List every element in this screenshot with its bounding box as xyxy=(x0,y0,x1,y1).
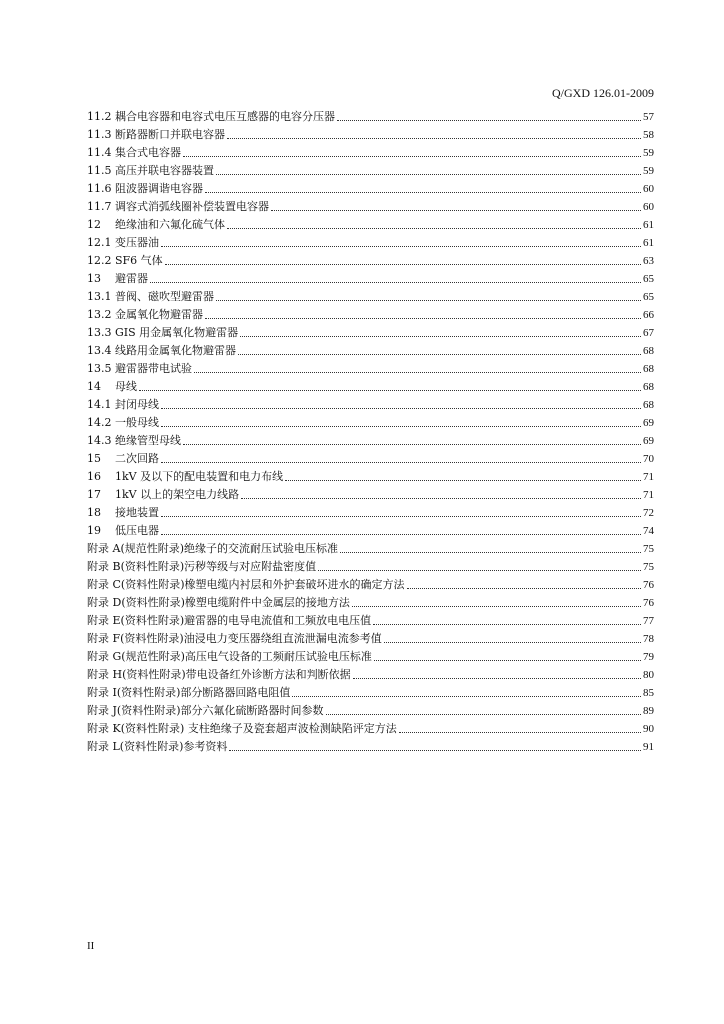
toc-entry-page: 76 xyxy=(643,579,654,591)
dot-leader xyxy=(205,318,641,319)
toc-entry-number: 13.2 xyxy=(87,308,112,321)
toc-entry-page: 71 xyxy=(643,489,654,501)
toc-entry-number: 12 xyxy=(87,218,101,231)
dot-leader xyxy=(240,336,641,337)
toc-entry-title: 调容式消弧线圈补偿装置电容器 xyxy=(115,200,269,213)
toc-entry[interactable] xyxy=(87,414,654,432)
toc-entry-title: 集合式电容器 xyxy=(115,146,181,159)
toc-entry-number: 13 xyxy=(87,272,101,285)
toc-entry-number: 11.6 xyxy=(87,182,112,195)
dot-leader xyxy=(399,732,641,733)
toc-entry[interactable] xyxy=(87,234,654,252)
toc-entry-page: 89 xyxy=(643,705,654,717)
toc-entry[interactable] xyxy=(87,648,654,666)
dot-leader xyxy=(165,264,641,265)
toc-entry-title: 线路用金属氧化物避雷器 xyxy=(115,344,236,357)
toc-entry[interactable] xyxy=(87,432,654,450)
toc-entry[interactable] xyxy=(87,126,654,144)
toc-entry-page: 72 xyxy=(643,507,654,519)
toc-entry-number: 14.1 xyxy=(87,398,112,411)
toc-entry-page: 65 xyxy=(643,291,654,303)
dot-leader xyxy=(352,606,641,607)
toc-entry-number: 17 xyxy=(87,488,101,501)
toc-entry-number: 12.2 xyxy=(87,254,112,267)
toc-entry-title: 普阀、磁吹型避雷器 xyxy=(115,290,214,303)
toc-entry-page: 60 xyxy=(643,183,654,195)
toc-entry-page: 90 xyxy=(643,723,654,735)
toc-entry-number: 14.2 xyxy=(87,416,112,429)
toc-entry[interactable] xyxy=(87,468,654,486)
toc-entry-title: 附录 L(资料性附录)参考资料 xyxy=(87,740,228,753)
toc-entry-page: 70 xyxy=(643,453,654,465)
toc-entry-title: 附录 C(资料性附录)橡塑电缆内衬层和外护套破坏进水的确定方法 xyxy=(87,578,405,591)
dot-leader xyxy=(161,534,641,535)
toc-entry-title: 附录 B(资料性附录)污秽等级与对应附盐密度值 xyxy=(87,560,317,573)
toc-entry-title: 附录 K(资料性附录) 支柱绝缘子及瓷套超声波检测缺陷评定方法 xyxy=(87,722,397,735)
toc-entry[interactable] xyxy=(87,396,654,414)
toc-entry[interactable] xyxy=(87,702,654,720)
dot-leader xyxy=(194,372,641,373)
toc-entry-page: 75 xyxy=(643,543,654,555)
toc-entry-title: 母线 xyxy=(115,380,137,393)
toc-entry-page: 63 xyxy=(643,255,654,267)
toc-entry-number: 14 xyxy=(87,380,101,393)
dot-leader xyxy=(229,750,641,751)
toc-entry-title: 低压电器 xyxy=(115,524,159,537)
dot-leader xyxy=(216,300,641,301)
toc-entry[interactable] xyxy=(87,288,654,306)
toc-entry-title: SF6 气体 xyxy=(115,254,163,267)
toc-entry-number: 11.3 xyxy=(87,128,112,141)
dot-leader xyxy=(285,480,641,481)
toc-entry[interactable] xyxy=(87,612,654,630)
dot-leader xyxy=(227,138,641,139)
toc-entry-title: 避雷器 xyxy=(115,272,148,285)
dot-leader xyxy=(205,192,641,193)
toc-entry-title: 1kV 及以下的配电装置和电力布线 xyxy=(115,470,284,483)
toc-entry[interactable] xyxy=(87,378,654,396)
table-of-contents xyxy=(87,108,654,756)
dot-leader xyxy=(340,552,641,553)
toc-entry-title: 附录 G(规范性附录)高压电气设备的工频耐压试验电压标准 xyxy=(87,650,372,663)
toc-entry[interactable] xyxy=(87,630,654,648)
dot-leader xyxy=(337,120,641,121)
toc-entry-page: 69 xyxy=(643,417,654,429)
toc-entry-page: 75 xyxy=(643,561,654,573)
dot-leader xyxy=(318,570,641,571)
toc-entry-title: 断路器断口并联电容器 xyxy=(115,128,225,141)
toc-entry[interactable] xyxy=(87,486,654,504)
dot-leader xyxy=(407,588,642,589)
dot-leader xyxy=(353,678,641,679)
toc-entry-page: 76 xyxy=(643,597,654,609)
toc-entry-number: 13.3 xyxy=(87,326,112,339)
toc-entry-page: 61 xyxy=(643,219,654,231)
toc-entry-number: 12.1 xyxy=(87,236,112,249)
toc-entry-page: 91 xyxy=(643,741,654,753)
toc-entry[interactable] xyxy=(87,540,654,558)
toc-entry-number: 11.5 xyxy=(87,164,112,177)
toc-entry-page: 68 xyxy=(643,381,654,393)
dot-leader xyxy=(161,462,641,463)
toc-entry-title: GIS 用金属氧化物避雷器 xyxy=(115,326,239,339)
toc-entry-page: 65 xyxy=(643,273,654,285)
toc-entry[interactable] xyxy=(87,720,654,738)
dot-leader xyxy=(238,354,641,355)
toc-entry[interactable] xyxy=(87,306,654,324)
toc-entry-title: 附录 I(资料性附录)部分断路器回路电阻值 xyxy=(87,686,291,699)
dot-leader xyxy=(271,210,641,211)
toc-entry-number: 19 xyxy=(87,524,101,537)
dot-leader xyxy=(373,624,641,625)
document-code: Q/GXD 126.01-2009 xyxy=(552,86,654,100)
toc-entry[interactable] xyxy=(87,522,654,540)
dot-leader xyxy=(384,642,641,643)
toc-entry-title: 绝缘油和六氟化硫气体 xyxy=(115,218,225,231)
toc-entry[interactable] xyxy=(87,144,654,162)
toc-entry[interactable] xyxy=(87,684,654,702)
toc-entry-title: 绝缘管型母线 xyxy=(115,434,181,447)
toc-entry[interactable] xyxy=(87,198,654,216)
toc-entry[interactable] xyxy=(87,738,654,756)
toc-entry-page: 80 xyxy=(643,669,654,681)
toc-entry-page: 67 xyxy=(643,327,654,339)
toc-entry-title: 附录 E(资料性附录)避雷器的电导电流值和工频放电电压值 xyxy=(87,614,372,627)
toc-entry-number: 11.4 xyxy=(87,146,112,159)
toc-entry-title: 二次回路 xyxy=(115,452,159,465)
toc-entry[interactable] xyxy=(87,594,654,612)
toc-entry-title: 耦合电容器和电容式电压互感器的电容分压器 xyxy=(115,110,335,123)
toc-entry-page: 69 xyxy=(643,435,654,447)
toc-entry-page: 71 xyxy=(643,471,654,483)
dot-leader xyxy=(139,390,641,391)
toc-entry-title: 附录 D(资料性附录)橡塑电缆附件中金属层的接地方法 xyxy=(87,596,350,609)
toc-entry-page: 78 xyxy=(643,633,654,645)
toc-entry[interactable] xyxy=(87,666,654,684)
toc-entry-page: 59 xyxy=(643,147,654,159)
dot-leader xyxy=(374,660,641,661)
toc-entry-title: 附录 A(规范性附录)绝缘子的交流耐压试验电压标准 xyxy=(87,542,339,555)
dot-leader xyxy=(292,696,641,697)
toc-entry-number: 11.7 xyxy=(87,200,112,213)
toc-entry-number: 13.1 xyxy=(87,290,112,303)
toc-entry[interactable] xyxy=(87,360,654,378)
toc-entry-title: 附录 H(资料性附录)带电设备红外诊断方法和判断依据 xyxy=(87,668,351,681)
dot-leader xyxy=(161,408,641,409)
dot-leader xyxy=(241,498,641,499)
dot-leader xyxy=(161,516,641,517)
toc-entry-page: 77 xyxy=(643,615,654,627)
dot-leader xyxy=(326,714,642,715)
dot-leader xyxy=(183,156,641,157)
toc-entry-number: 13.4 xyxy=(87,344,112,357)
toc-entry-title: 1kV 以上的架空电力线路 xyxy=(115,488,240,501)
toc-entry-page: 60 xyxy=(643,201,654,213)
toc-entry-page: 59 xyxy=(643,165,654,177)
toc-entry-title: 附录 J(资料性附录)部分六氟化硫断路器时间参数 xyxy=(87,704,324,717)
toc-entry-title: 高压并联电容器装置 xyxy=(115,164,214,177)
toc-entry-number: 11.2 xyxy=(87,110,112,123)
toc-entry-page: 57 xyxy=(643,111,654,123)
dot-leader xyxy=(216,174,641,175)
toc-entry-title: 接地装置 xyxy=(115,506,159,519)
toc-entry-page: 61 xyxy=(643,237,654,249)
toc-entry-page: 68 xyxy=(643,363,654,375)
toc-entry-number: 14.3 xyxy=(87,434,112,447)
dot-leader xyxy=(161,426,641,427)
toc-entry-page: 68 xyxy=(643,345,654,357)
dot-leader xyxy=(150,282,641,283)
toc-entry-page: 66 xyxy=(643,309,654,321)
toc-entry-title: 一般母线 xyxy=(115,416,159,429)
dot-leader xyxy=(183,444,641,445)
dot-leader xyxy=(227,228,641,229)
toc-entry[interactable] xyxy=(87,450,654,468)
toc-entry-title: 金属氧化物避雷器 xyxy=(115,308,203,321)
toc-entry-title: 阻波器调谐电容器 xyxy=(115,182,203,195)
toc-entry-page: 74 xyxy=(643,525,654,537)
toc-entry-title: 避雷器带电试验 xyxy=(115,362,192,375)
toc-entry-number: 13.5 xyxy=(87,362,112,375)
toc-entry[interactable] xyxy=(87,558,654,576)
toc-entry-page: 68 xyxy=(643,399,654,411)
toc-entry-page: 79 xyxy=(643,651,654,663)
toc-entry-title: 附录 F(资料性附录)油浸电力变压器绕组直流泄漏电流参考值 xyxy=(87,632,382,645)
toc-entry[interactable] xyxy=(87,216,654,234)
toc-entry-page: 85 xyxy=(643,687,654,699)
toc-entry[interactable] xyxy=(87,324,654,342)
toc-entry[interactable] xyxy=(87,270,654,288)
toc-entry[interactable] xyxy=(87,504,654,522)
toc-entry-number: 15 xyxy=(87,452,101,465)
toc-entry-number: 16 xyxy=(87,470,101,483)
toc-entry-title: 变压器油 xyxy=(115,236,159,249)
toc-entry[interactable] xyxy=(87,252,654,270)
toc-entry[interactable] xyxy=(87,576,654,594)
toc-entry[interactable] xyxy=(87,162,654,180)
toc-entry[interactable] xyxy=(87,342,654,360)
toc-entry[interactable] xyxy=(87,108,654,126)
toc-entry-number: 18 xyxy=(87,506,101,519)
toc-entry-page: 58 xyxy=(643,129,654,141)
dot-leader xyxy=(161,246,641,247)
toc-entry[interactable] xyxy=(87,180,654,198)
page-number: II xyxy=(87,940,95,952)
toc-entry-title: 封闭母线 xyxy=(115,398,159,411)
